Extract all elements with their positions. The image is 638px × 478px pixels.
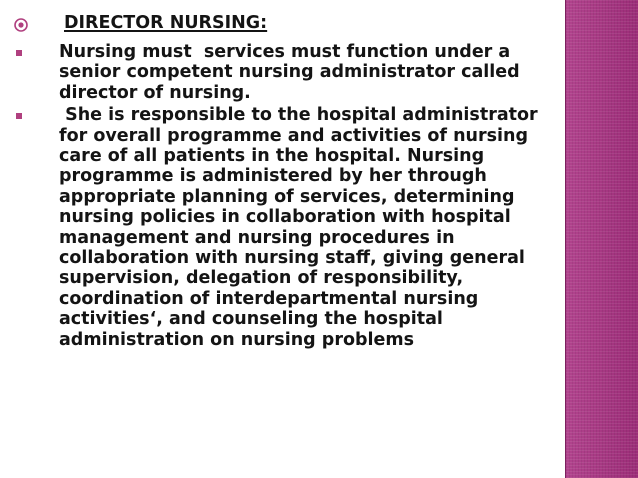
list-item: [14, 105, 554, 350]
bullet-list: [14, 42, 554, 350]
list-item: [14, 42, 554, 103]
heading-title: DIRECTOR NURSING:: [64, 13, 268, 33]
decorative-side-band: [566, 0, 638, 478]
target-circle-icon: [14, 18, 28, 32]
slide-content: [14, 12, 554, 352]
bullet-text: Nursing must services must function under a senior competent nursing administrator called director of nursing.: [59, 42, 526, 103]
bullet-text: She is responsible to the hospital administrator for overall programme and activities of nursing care of all patients in the hospital. Nursing programme is administered by her through appropriate planning of services, determining nursing policies in collaboration with hospital management and nursing procedures in collaboration with nursing staff, giving general supervision, delegation of responsibility, coordination of interdepartmental nursing activities‘, and counseling the hospital administration on nursing problems: [59, 105, 544, 350]
square-bullet-icon: [16, 113, 22, 119]
square-bullet-icon: [16, 50, 22, 56]
section-heading: [14, 12, 554, 40]
